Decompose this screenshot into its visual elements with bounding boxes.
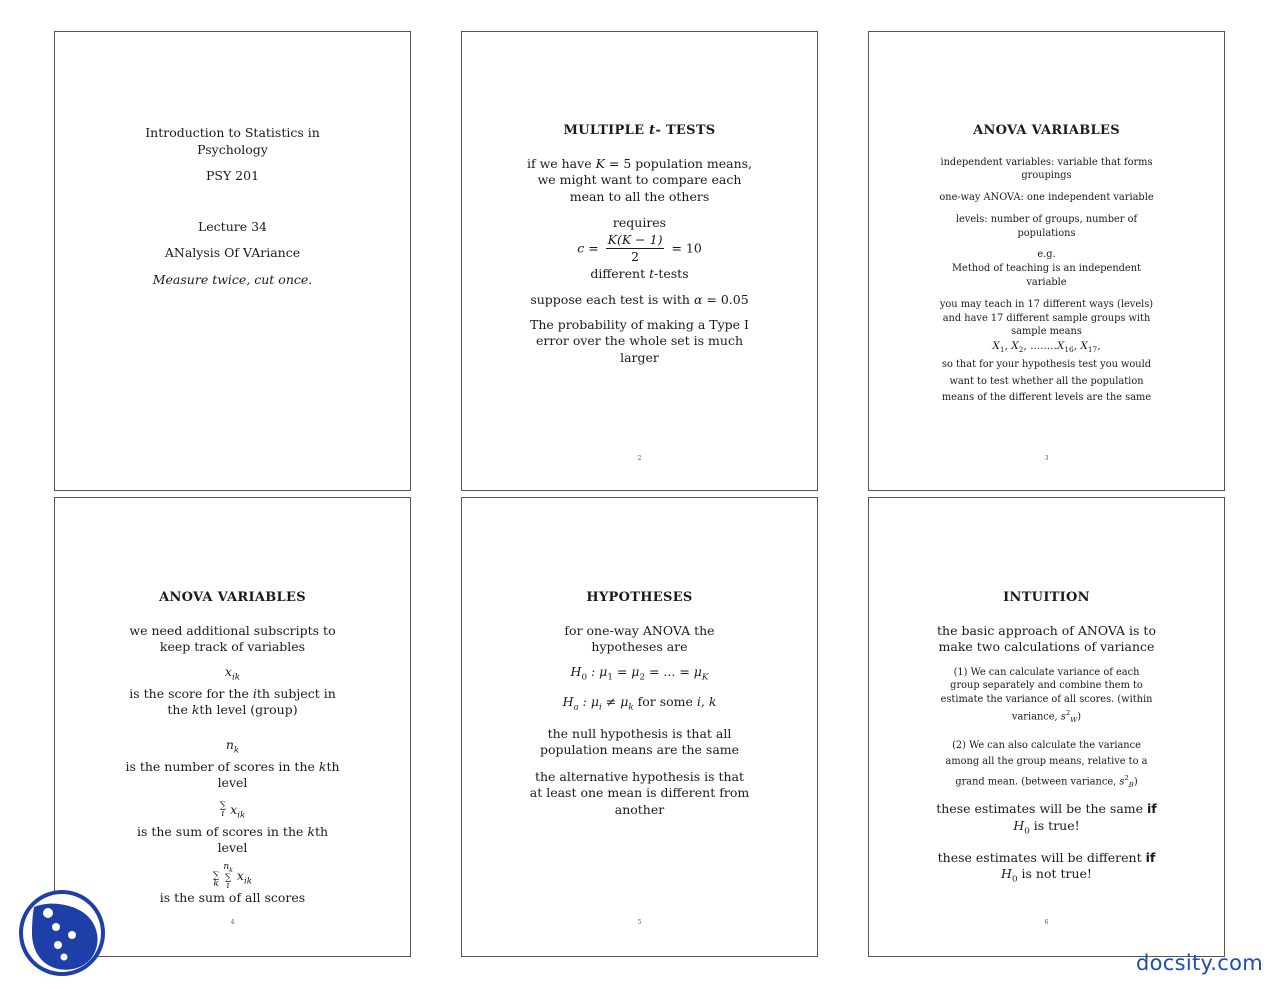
sample-means-list: $X_1$, $X_2$, $........X_{16}$, $X_{17}$,: [992, 340, 1101, 355]
docsity-ladybug-logo-icon[interactable]: [18, 889, 106, 977]
paragraph-independent-variables: independent variables: variable that forms groupings: [940, 156, 1153, 182]
course-line-1: Introduction to Statistics in: [145, 125, 320, 140]
paragraph-hypothesis-test: so that for your hypothesis test you would want to test whether all the population means of the different levels are the same: [941, 359, 1152, 404]
requires-label: requires: [612, 215, 667, 230]
lecture-topic: ANalysis Of VAriance: [164, 245, 301, 260]
paragraph-alternative-hypothesis: the alternative hypothesis is that at least one mean is different from another: [529, 768, 750, 817]
definition-sum-all: is the sum of all scores: [159, 890, 306, 906]
symbol-x-ik: $x_{ik}$: [224, 663, 241, 682]
slide-hypotheses: [461, 497, 818, 957]
course-code: PSY 201: [205, 168, 260, 183]
symbol-sum-i-x-ik: ∑ i $x_{ik}$: [219, 801, 246, 820]
paragraph-same-if-true: these estimates will be the same if $H_0$ is true!: [936, 801, 1157, 837]
paragraph-type-i-error: The probability of making a Type I error over the whole set is much larger: [530, 316, 749, 365]
slide-title-page: [54, 31, 411, 491]
paragraph-null-hypothesis: the null hypothesis is that all population means are the same: [539, 725, 740, 757]
definition-n-k: is the number of scores in the kth level: [125, 758, 340, 790]
slide-title: ANOVA VARIABLES: [973, 123, 1120, 138]
page-number: 3: [1044, 455, 1049, 462]
paragraph-different-if-not-true: these estimates will be different if $H_0$ is not true!: [937, 849, 1156, 885]
lecture-number: Lecture 34: [197, 218, 268, 234]
symbol-double-sum: ∑ k $n_k$ ∑ i $x_{ik}$: [212, 861, 253, 892]
paragraph-hypotheses-intro: for one-way ANOVA the hypotheses are: [564, 622, 715, 654]
eg-label: e.g.: [1037, 249, 1056, 261]
slide-anova-variables-1: [868, 31, 1225, 491]
slide-title: MULTIPLE t- TESTS: [563, 123, 716, 138]
formula-comparisons: c = $\frac{K(K - 1)}{2}$ = 10: [577, 231, 702, 264]
paragraph-population-means: if we have K = 5 population means, we might want to compare each mean to all the others: [526, 155, 753, 204]
alternative-hypothesis-formula: $H_a$ : $\mu_i \ne \mu_k$ for some i, k: [562, 693, 717, 712]
definition-sum-level: is the sum of scores in the kth level: [136, 823, 329, 855]
paragraph-within-variance: (1) We can calculate variance of each group separately and combine them to estimate the variance of all scores. (within variance, $s^2_W$): [940, 666, 1153, 725]
paragraph-levels: levels: number of groups, number of populations: [955, 213, 1138, 239]
paragraph-alpha: suppose each test is with α = 0.05: [530, 292, 749, 307]
docsity-brand-text[interactable]: docsity.com: [1136, 951, 1263, 975]
slide-title: INTUITION: [1003, 590, 1090, 605]
paragraph-between-variance: (2) We can also calculate the variance among all the group means, relative to a grand mean. (between variance, $s^2_B$): [945, 739, 1148, 790]
symbol-n-k: $n_k$: [225, 736, 240, 755]
slide-anova-variables-2: [54, 497, 411, 957]
slide-multiple-t-tests: [461, 31, 818, 491]
page-number: 4: [230, 919, 235, 926]
paragraph-basic-approach: the basic approach of ANOVA is to make two calculations of variance: [937, 622, 1156, 654]
paragraph-seventeen-ways: you may teach in 17 different ways (levels) and have 17 different sample groups with sample means: [939, 298, 1154, 338]
page-number: 6: [1044, 919, 1049, 926]
slide-title: ANOVA VARIABLES: [159, 590, 306, 605]
slide-intuition: [868, 497, 1225, 957]
page-number: 2: [637, 455, 642, 462]
page-number: 5: [637, 919, 642, 926]
motto: Measure twice, cut once.: [152, 271, 313, 287]
null-hypothesis-formula: $H_0$ : $\mu_1 = \mu_2$ = ... = $\mu_K$: [570, 663, 709, 682]
different-tests-label: different t-tests: [590, 265, 689, 281]
paragraph-teaching-method: Method of teaching is an independent variable: [952, 263, 1141, 289]
slide-title: HYPOTHESES: [586, 590, 693, 605]
paragraph-subscripts: we need additional subscripts to keep track of variables: [129, 622, 336, 654]
paragraph-one-way-anova: one-way ANOVA: one independent variable: [939, 192, 1154, 204]
definition-x-ik: is the score for the ith subject in the kth level (group): [129, 685, 336, 717]
course-line-2: Psychology: [197, 141, 268, 157]
